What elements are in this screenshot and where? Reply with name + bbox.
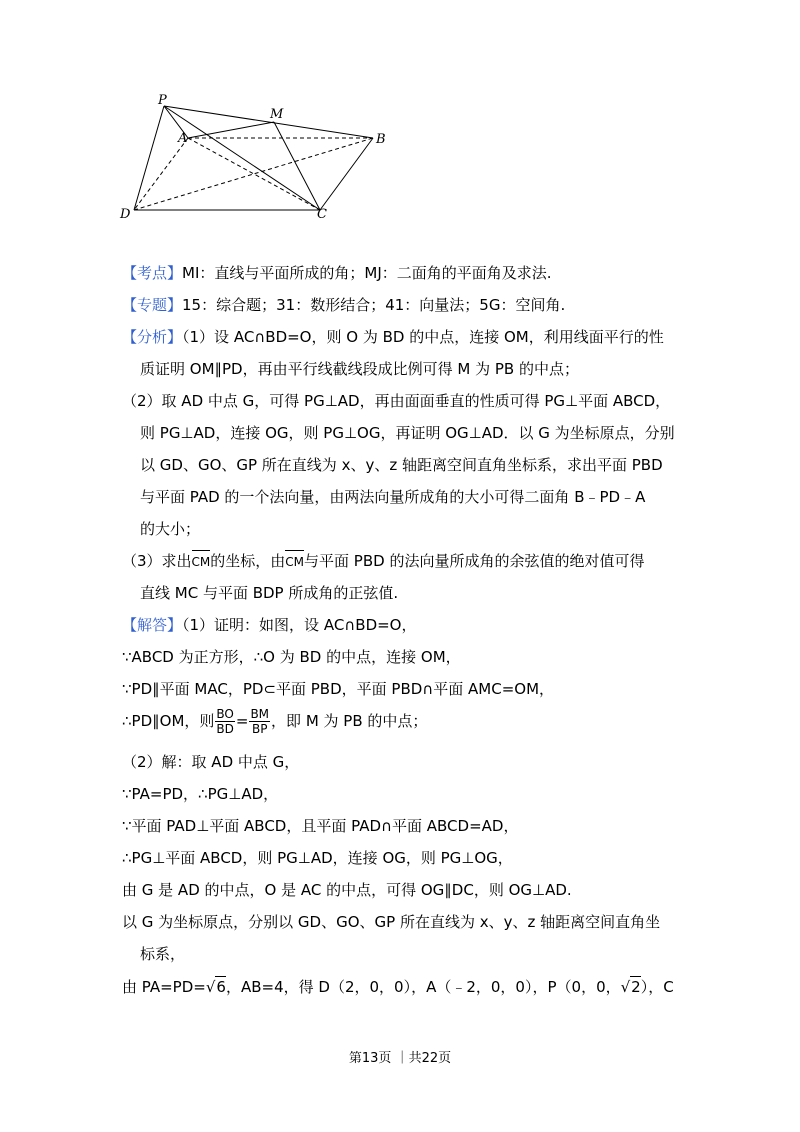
geometry-figure (110, 88, 410, 228)
fenxi-text-1: （1）设 AC∩BD=O，则 O 为 BD 的中点，连接 OM，利用线面平行的性 (182, 328, 664, 346)
fenxi-text-8a: （3）求出 (122, 552, 192, 570)
sqrt-radicand-6: 6 (216, 978, 226, 996)
vector-CM: CM (192, 552, 211, 572)
fenxi-line-1 (122, 327, 664, 347)
sqrt-symbol: √ (205, 978, 216, 996)
sqrt-symbol: √ (620, 978, 631, 996)
fenxi-line-8 (122, 551, 644, 572)
label-P: P (158, 93, 167, 108)
fenxi-line-7: 的大小； (140, 520, 201, 538)
fenxi-text-8b: 的坐标，由 (210, 552, 286, 570)
jieda-line-4 (122, 707, 427, 736)
jieda-line-2: ∵ABCD 为正方形，∴O 为 BD 的中点，连接 OM， (122, 648, 461, 666)
fraction-denominator: BD (216, 722, 234, 736)
zhuanti-tag: 【专题】 (122, 296, 183, 314)
jieda-text-4a: ∴PD∥OM，则 (122, 712, 215, 730)
fenxi-line-2: 质证明 OM∥PD，再由平行线截线段成比例可得 M 为 PB 的中点； (140, 360, 579, 378)
jieda-line-8: ∴PG⊥平面 ABCD，则 PG⊥AD，连接 OG，则 PG⊥OG， (122, 849, 513, 867)
fenxi-line-6: 与平面 PAD 的一个法向量，由两法向量所成角的大小可得二面角 B﹣PD﹣A (140, 488, 646, 506)
jieda-line-10: 以 G 为坐标原点，分别以 GD、GO、GP 所在直线为 x、y、z 轴距离空间直角坐 (122, 913, 661, 931)
label-A: A (178, 131, 188, 146)
equals-sign: = (235, 712, 249, 730)
jieda-line-1 (122, 615, 417, 635)
sqrt-radicand-2: 2 (631, 978, 641, 996)
fenxi-text-8c: 与平面 PBD 的法向量所成角的余弦值的绝对值可得 (304, 552, 645, 570)
edge-CB (320, 138, 373, 210)
jieda-line-6: ∵PA=PD，∴PG⊥AD， (122, 785, 279, 803)
jieda-text-4b: ，即 M 为 PB 的中点； (271, 712, 428, 730)
edge-DB (134, 138, 373, 210)
fraction-denominator: BP (252, 722, 268, 736)
vector-CM-2: CM (285, 552, 304, 572)
jieda-line-12 (122, 976, 674, 997)
kaodian-text: MI：直线与平面所成的角；MJ：二面角的平面角及求法. (182, 264, 552, 282)
jieda-line-11: 标系， (140, 945, 186, 963)
edge-AD (134, 138, 188, 210)
jieda-line-3: ∵PD∥平面 MAC，PD⊂平面 PBD，平面 PBD∩平面 AMC=OM， (122, 680, 555, 698)
jieda-tag: 【解答】 (122, 616, 183, 634)
edge-PB (164, 106, 373, 138)
zhuanti-text: 15：综合题；31：数形结合；41：向量法；5G：空间角. (182, 296, 566, 314)
fenxi-line-3: （2）取 AD 中点 G，可得 PG⊥AD，再由面面垂直的性质可得 PG⊥平面 ABCD， (122, 392, 671, 410)
edge-PD (134, 106, 164, 210)
fraction-numerator: BO (216, 707, 234, 721)
kaodian-tag: 【考点】 (122, 264, 183, 282)
zhuanti-line (122, 295, 565, 315)
label-B: B (376, 132, 386, 147)
kaodian-line (122, 263, 552, 283)
fraction-BO-BD (215, 707, 234, 736)
jieda-line-9: 由 G 是 AD 的中点，O 是 AC 的中点，可得 OG∥DC，则 OG⊥AD. (122, 881, 572, 899)
jieda-text-1: （1）证明：如图，设 AC∩BD=O， (182, 616, 417, 634)
fraction-numerator: BM (250, 707, 270, 721)
jieda-text-12b: ，AB=4，得 D（2，0，0），A（﹣2，0，0），P（0，0， (225, 978, 621, 996)
edge-AC (188, 138, 320, 210)
fenxi-line-5: 以 GD、GO、GP 所在直线为 x、y、z 轴距离空间直角坐标系，求出平面 PBD (140, 456, 663, 474)
label-C: C (317, 207, 327, 222)
jieda-line-5: （2）解：取 AD 中点 G， (122, 753, 300, 771)
label-M: M (270, 107, 284, 122)
fenxi-tag: 【分析】 (122, 328, 183, 346)
fenxi-line-4: 则 PG⊥AD，连接 OG，则 PG⊥OG，再证明 OG⊥AD．以 G 为坐标原点，分别 (140, 424, 675, 442)
label-D: D (120, 207, 131, 222)
fenxi-line-9: 直线 MC 与平面 BDP 所成角的正弦值. (140, 584, 399, 602)
jieda-line-7: ∵平面 PAD⊥平面 ABCD，且平面 PAD∩平面 ABCD=AD， (122, 817, 519, 835)
edge-MC (274, 122, 320, 210)
page-footer: 第13页 ｜共22页 (348, 1051, 452, 1066)
jieda-text-12a: 由 PA=PD= (122, 978, 206, 996)
jieda-text-12c: ），C (640, 978, 674, 996)
fraction-BM-BP (249, 707, 270, 736)
edge-PC (164, 106, 320, 210)
